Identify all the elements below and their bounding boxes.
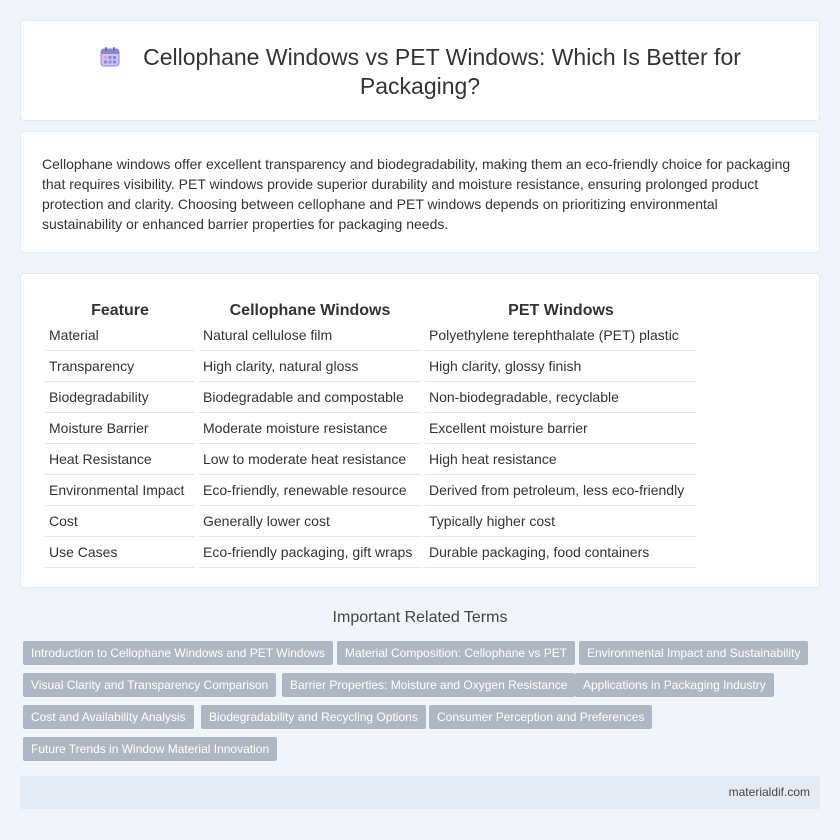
table-cell: Heat Resistance <box>45 444 195 475</box>
page-title <box>21 43 819 101</box>
related-tag[interactable]: Material Composition: Cellophane vs PET <box>337 641 575 665</box>
footer-site-link[interactable]: materialdif.com <box>728 785 810 799</box>
table-cell: Derived from petroleum, less eco-friendly <box>425 475 697 506</box>
table-row <box>45 506 697 537</box>
table-cell: Use Cases <box>45 537 195 568</box>
table-cell: Biodegradability <box>45 382 195 413</box>
table-row <box>45 475 697 506</box>
table-cell: Material <box>45 320 195 351</box>
table-cell: Cost <box>45 506 195 537</box>
related-tag[interactable]: Future Trends in Window Material Innovation <box>23 737 277 761</box>
table-cell: Biodegradable and compostable <box>199 382 421 413</box>
table-cell: Excellent moisture barrier <box>425 413 697 444</box>
header-cellophane: Cellophane Windows <box>229 302 391 319</box>
related-terms-heading: Important Related Terms <box>332 609 508 626</box>
table-cell: Low to moderate heat resistance <box>199 444 421 475</box>
summary-text: Cellophane windows offer excellent transparency and biodegradability, making them an eco-friendly choice for packaging that requires visibility. PET windows provide superior durability and moisture resistance, ensuring prolonged product protection and clarity. Choosing between cellophane and PET windows depends on prioritizing environmental sustainability or enhanced barrier properties for packaging needs. <box>42 156 791 232</box>
table-header-row <box>45 296 697 320</box>
related-tag[interactable]: Cost and Availability Analysis <box>23 705 194 729</box>
table-cell: Eco-friendly, renewable resource <box>199 475 421 506</box>
table-cell: Polyethylene terephthalate (PET) plastic <box>425 320 697 351</box>
table-row <box>45 320 697 351</box>
related-tag[interactable]: Biodegradability and Recycling Options <box>201 705 426 729</box>
header-feature: Feature <box>91 302 149 319</box>
related-tag[interactable]: Introduction to Cellophane Windows and PET Windows <box>23 641 333 665</box>
table-row <box>45 382 697 413</box>
related-tag[interactable]: Visual Clarity and Transparency Comparison <box>23 673 276 697</box>
table-cell: Typically higher cost <box>425 506 697 537</box>
table-cell: Moisture Barrier <box>45 413 195 444</box>
table-cell: Eco-friendly packaging, gift wraps <box>199 537 421 568</box>
page-title-text: Cellophane Windows vs PET Windows: Which Is Better for Packaging? <box>143 44 741 99</box>
related-tag[interactable]: Consumer Perception and Preferences <box>429 705 652 729</box>
table-cell: Transparency <box>45 351 195 382</box>
table-cell: High clarity, natural gloss <box>199 351 421 382</box>
related-tag[interactable]: Applications in Packaging Industry <box>575 673 774 697</box>
comparison-table-card <box>20 273 820 588</box>
summary-card <box>20 131 820 253</box>
table-row <box>45 537 697 568</box>
table-row <box>45 351 697 382</box>
table-cell: High clarity, glossy finish <box>425 351 697 382</box>
table-cell: High heat resistance <box>425 444 697 475</box>
table-row <box>45 413 697 444</box>
comparison-table <box>41 296 701 568</box>
table-cell: Generally lower cost <box>199 506 421 537</box>
table-cell: Moderate moisture resistance <box>199 413 421 444</box>
table-cell: Non-biodegradable, recyclable <box>425 382 697 413</box>
table-cell: Natural cellulose film <box>199 320 421 351</box>
table-cell: Durable packaging, food containers <box>425 537 697 568</box>
table-cell: Environmental Impact <box>45 475 195 506</box>
related-tag[interactable]: Environmental Impact and Sustainability <box>579 641 808 665</box>
footer <box>20 776 820 809</box>
related-tag[interactable]: Barrier Properties: Moisture and Oxygen Resistance <box>282 673 575 697</box>
header-pet: PET Windows <box>508 302 614 319</box>
table-row <box>45 444 697 475</box>
calendar-icon <box>99 46 121 68</box>
title-card <box>20 20 820 121</box>
